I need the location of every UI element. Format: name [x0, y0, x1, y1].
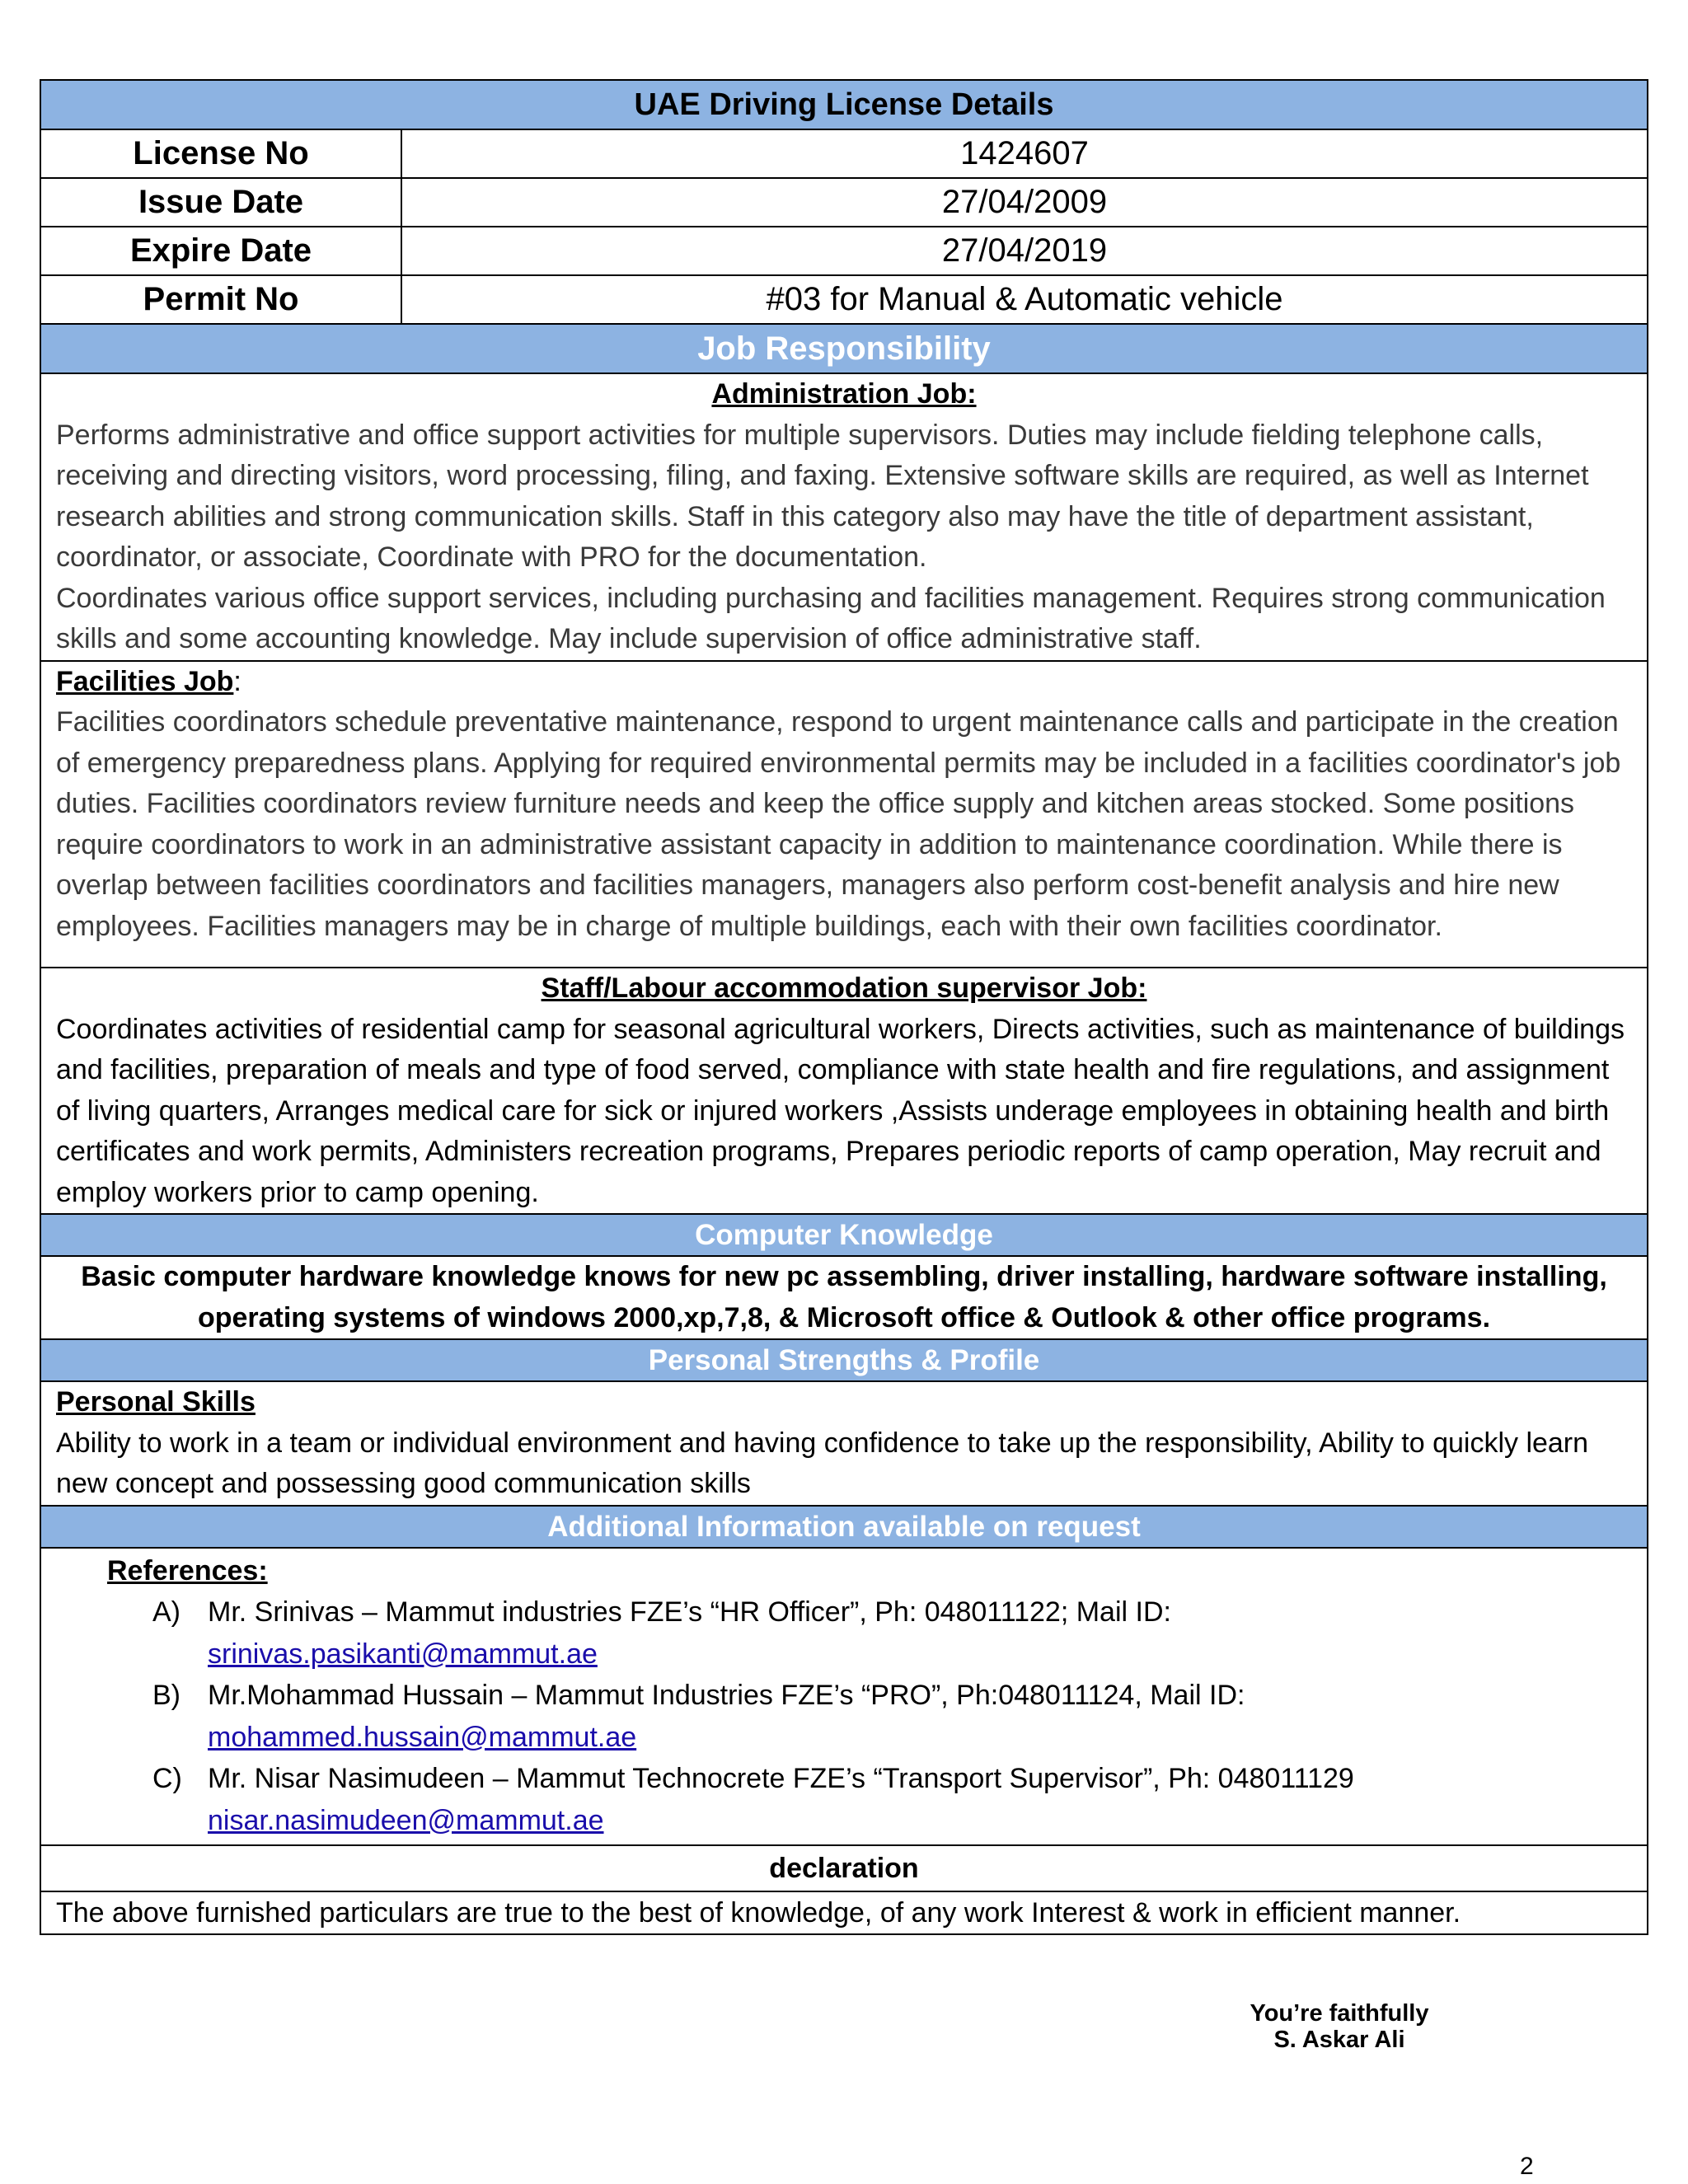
expire-date-value: 27/04/2019 [941, 232, 1108, 269]
issue-date-value: 27/04/2009 [941, 184, 1108, 220]
staff-accommodation-title: Staff/Labour accommodation supervisor Job: [541, 972, 1147, 1004]
facilities-job-text: Facilities coordinators schedule preventative maintenance, respond to urgent maintenance calls and participate in the creation of emergency preparedness plans. Applying for required environmental permits may be included in a facilities coordinator's job duties. Facilities coordinators review furniture needs and keep the office supply and kitchen areas stocked. Some positions require coordinators to work in an administrative assistant capacity in addition to maintenance coordination. While there is overlap between facilities coordinators and facilities managers, managers also perform cost-benefit analysis and hire new employees. Facilities managers may be in charge of multiple buildings, each with their own facilities coordinator. [56, 706, 1621, 942]
reference-email-link[interactable]: mohammed.hussain@mammut.ae [208, 1721, 637, 1753]
facilities-job-colon: : [233, 665, 241, 697]
permit-no-row [41, 276, 1647, 325]
reference-item [152, 1591, 1647, 1675]
additional-info-header: Additional Information available on request [41, 1507, 1647, 1549]
signature-name: S. Askar Ali [1273, 2027, 1405, 2053]
reference-label: A) [152, 1596, 181, 1628]
resume-page-table [40, 79, 1648, 1935]
facilities-job-section [41, 662, 1647, 969]
computer-knowledge-header: Computer Knowledge [41, 1215, 1647, 1257]
administration-job-title: Administration Job: [711, 378, 977, 410]
reference-label: C) [152, 1763, 182, 1794]
personal-skills-text: Ability to work in a team or individual environment and having confidence to take up the responsibility, Ability to quickly learn new concept and possessing good communication skills [56, 1427, 1589, 1499]
license-section-title: UAE Driving License Details [41, 81, 1647, 130]
reference-email-link[interactable]: srinivas.pasikanti@mammut.ae [208, 1638, 598, 1670]
issue-date-row [41, 179, 1647, 227]
personal-strengths-header: Personal Strengths & Profile [41, 1340, 1647, 1382]
reference-text: Mr. Nisar Nasimudeen – Mammut Technocrete FZE’s “Transport Supervisor”, Ph: 048011129 [208, 1763, 1354, 1794]
reference-email-link[interactable]: nisar.nasimudeen@mammut.ae [208, 1804, 604, 1836]
reference-item [152, 1675, 1647, 1758]
computer-knowledge-text: Basic computer hardware knowledge knows for new pc assembling, driver installing, hardware software installing, operating systems of windows 2000,xp,7,8, & Microsoft office & Outlook & other office programs. [41, 1257, 1647, 1340]
job-responsibility-header: Job Responsibility [41, 325, 1647, 374]
signature-block [1216, 2000, 1463, 2053]
references-section [41, 1549, 1647, 1847]
staff-accommodation-text: Coordinates activities of residential camp for seasonal agricultural workers, Directs activities, such as maintenance of buildings and facilities, preparation of meals and type of food served, compliance with state health and fire regulations, and assignment of living quarters, Arranges medical care for sick or injured workers ,Assists underage employees in obtaining health and birth certificates and work permits, Administers recreation programs, Prepares periodic reports of camp operation, May recruit and employ workers prior to camp opening. [56, 1013, 1625, 1208]
page-number: 2 [1520, 2153, 1534, 2180]
administration-job-section [41, 374, 1647, 662]
references-title: References: [107, 1554, 268, 1586]
declaration-text: The above furnished particulars are true to the best of knowledge, of any work Interest & work in efficient manner. [56, 1897, 1461, 1929]
reference-text: Mr.Mohammad Hussain – Mammut Industries FZE’s “PRO”, Ph:048011124, Mail ID: [208, 1680, 1245, 1711]
administration-job-text-1: Performs administrative and office support activities for multiple supervisors. Duties may include fielding telephone calls, receiving and directing visitors, word processing, filing, and faxing. Extensive software skills are required, as well as Internet research abilities and strong communication skills. Staff in this category also may have the title of department assistant, coordinator, or associate, Coordinate with PRO for the documentation. [56, 419, 1589, 573]
staff-accommodation-section [41, 968, 1647, 1215]
permit-no-label: Permit No [41, 276, 402, 323]
administration-job-text-2: Coordinates various office support services, including purchasing and facilities management. Requires strong communication skills and some accounting knowledge. May include supervision of office administrative staff. [56, 582, 1606, 654]
expire-date-label: Expire Date [41, 227, 402, 274]
license-no-label: License No [41, 130, 402, 177]
declaration-header: declaration [41, 1846, 1647, 1892]
license-no-row [41, 130, 1647, 179]
reference-item [152, 1758, 1647, 1841]
signature-closing: You’re faithfully [1250, 2000, 1429, 2027]
personal-skills-title: Personal Skills [56, 1386, 256, 1418]
facilities-job-title: Facilities Job [56, 665, 234, 697]
license-no-value: 1424607 [960, 135, 1089, 171]
reference-text: Mr. Srinivas – Mammut industries FZE’s “HR Officer”, Ph: 048011122; Mail ID: [208, 1596, 1171, 1628]
issue-date-label: Issue Date [41, 179, 402, 226]
personal-skills-section [41, 1382, 1647, 1507]
permit-no-value: #03 for Manual & Automatic vehicle [766, 281, 1283, 317]
reference-label: B) [152, 1680, 181, 1711]
expire-date-row [41, 227, 1647, 276]
